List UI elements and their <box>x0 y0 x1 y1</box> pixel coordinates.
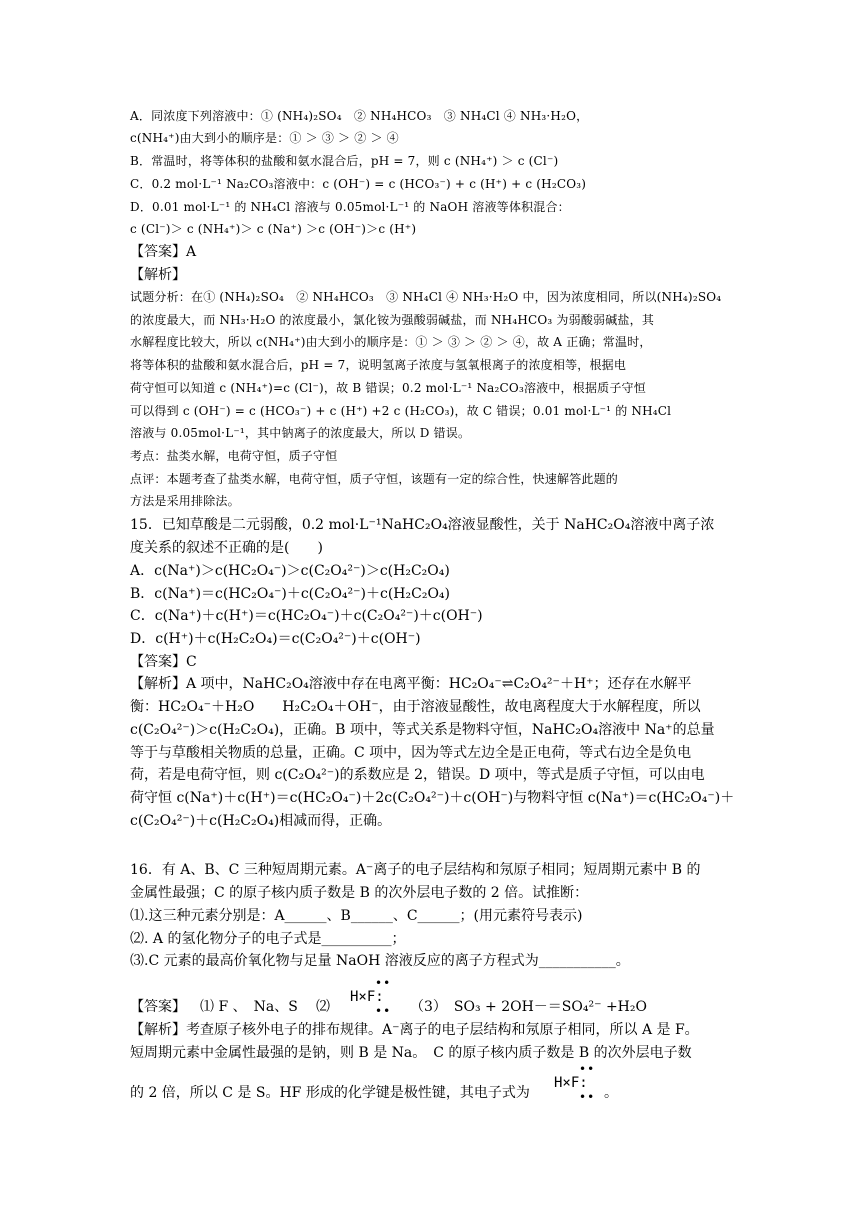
q15-option-b: B．c(Na⁺)＝c(HC₂O₄⁻)＋c(C₂O₄²⁻)＋c(H₂C₂O₄) <box>130 586 450 602</box>
q14-option-b: B．常温时，将等体积的盐酸和氨水混合后，pH = 7，则 c (NH₄⁺) ＞ c (Cl⁻) <box>130 154 559 168</box>
q15-answer: 【答案】C <box>130 654 197 670</box>
q14-answer: 【答案】A <box>130 244 197 260</box>
q14-analysis-line4: 将等体积的盐酸和氨水混合后，pH = 7，说明氢离子浓度与氢氧根离子的浓度相等，根据电 <box>130 358 627 372</box>
q15-stem-line1: 15．已知草酸是二元弱酸，0.2 mol·L⁻¹NaHC₂O₄溶液显酸性，关于 NaHC₂O₄溶液中离子浓 <box>130 517 715 533</box>
q15-analysis-line4: 等于与草酸相关物质的总量，正确。C 项中，因为等式左边全是正电荷，等式右边全是负电 <box>130 745 692 761</box>
q14-option-c: C．0.2 mol·L⁻¹ Na₂CO₃溶液中：c (OH⁻) = c (HCO₃⁻) + c (H⁺) + c (H₂CO₃) <box>130 177 587 191</box>
lewis-dots-bottom: •• <box>375 1004 392 1018</box>
q16-analysis-line2: 短周期元素中金属性最强的是钠，则 B 是 Na。 C 的原子核内质子数是 B 的次外层电子数 <box>130 1045 692 1061</box>
lewis-dots-top: •• <box>375 976 392 990</box>
q14-option-d-line1: D．0.01 mol·L⁻¹ 的 NH₄Cl 溶液与 0.05mol·L⁻¹ 的 NaOH 溶液等体积混合： <box>130 200 570 214</box>
q14-analysis-line6: 可以得到 c (OH⁻) = c (HCO₃⁻) + c (H⁺) +2 c (H₂CO₃)，故 C 错误；0.01 mol·L⁻¹ 的 NH₄Cl <box>130 404 672 418</box>
q14-dianping-line2: 方法是采用排除法。 <box>130 494 240 508</box>
q15-analysis-line5: 荷，若是电荷守恒，则 c(C₂O₄²⁻)的系数应是 2，错误。D 项中，等式是质子守恒，可以由电 <box>130 767 705 783</box>
q16-answer-part1: ⑴ F 、 Na、S <box>200 999 298 1015</box>
q15-analysis-line2: 衡：HC₂O₄⁻＋H₂O H₂C₂O₄＋OH⁻，由于溶液显酸性，故电离程度大于水解程度，所以 <box>130 699 701 715</box>
q16-analysis-line3-end: 。 <box>604 1085 618 1101</box>
q16-subquestion-2: ⑵. A 的氢化物分子的电子式是__________； <box>130 931 406 947</box>
q16-analysis-line3: 的 2 倍，所以 C 是 S。HF 形成的化学键是极性键，其电子式为 <box>130 1085 530 1101</box>
q16-answer-part2: ⑵ <box>316 999 330 1015</box>
q14-analysis-line7: 溶液与 0.05mol·L⁻¹，其中钠离子的浓度最大，所以 D 错误。 <box>130 426 471 440</box>
q14-option-d-line2: c (Cl⁻)＞ c (NH₄⁺)＞ c (Na⁺) ＞c (OH⁻)＞c (H⁺) <box>130 222 417 236</box>
q15-analysis-line6: 荷守恒 c(Na⁺)＋c(H⁺)＝c(HC₂O₄⁻)＋2c(C₂O₄²⁻)＋c(OH⁻)与物料守恒 c(Na⁺)＝c(HC₂O₄⁻)＋ <box>130 790 735 806</box>
q14-analysis-line1: 试题分析：在① (NH₄)₂SO₄ ② NH₄HCO₃ ③ NH₄Cl ④ NH₃·H₂O 中，因为浓度相同，所以(NH₄)₂SO₄ <box>130 290 722 304</box>
q15-option-d: D．c(H⁺)＋c(H₂C₂O₄)＝c(C₂O₄²⁻)＋c(OH⁻) <box>130 631 421 647</box>
q16-stem-line2: 金属性最强；C 的原子核内质子数是 B 的次外层电子数的 2 倍。试推断： <box>130 885 589 901</box>
lewis-formula: H×F: <box>554 1075 588 1091</box>
q14-kaodian: 考点：盐类水解，电荷守恒，质子守恒 <box>130 449 338 463</box>
q14-analysis-tag: 【解析】 <box>130 267 186 283</box>
lewis-formula: H×F: <box>350 989 384 1005</box>
lewis-dots-bottom: •• <box>579 1090 596 1104</box>
q14-analysis-line3: 水解程度比较大，所以 c(NH₄⁺)由大到小的顺序是：① ＞ ③ ＞ ② ＞ ④，故 A 正确；常温时， <box>130 335 652 349</box>
q15-analysis-line7: c(C₂O₄²⁻)＋c(H₂C₂O₄)相减而得，正确。 <box>130 813 392 829</box>
q14-analysis-line5: 荷守恒可以知道 c (NH₄⁺)=c (Cl⁻)，故 B 错误；0.2 mol·L⁻¹ Na₂CO₃溶液中，根据质子守恒 <box>130 381 646 395</box>
lewis-dots-top: •• <box>579 1062 596 1076</box>
q14-option-a-line1: A．同浓度下列溶液中：① (NH₄)₂SO₄ ② NH₄HCO₃ ③ NH₄Cl ④ NH₃·H₂O， <box>130 109 589 123</box>
q16-subquestion-3: ⑶.C 元素的最高价氧化物与足量 NaOH 溶液反应的离子方程式为___________。 <box>130 953 630 969</box>
q15-stem-line2: 度关系的叙述不正确的是( ) <box>130 540 323 556</box>
q16-subquestion-1: ⑴.这三种元素分别是：A______、B______、C______；(用元素符号表示) <box>130 908 583 924</box>
q15-analysis-line1: 【解析】A 项中，NaHC₂O₄溶液中存在电离平衡：HC₂O₄⁻⇌C₂O₄²⁻＋H⁺；还存在水解平 <box>130 676 692 692</box>
q15-option-c: C．c(Na⁺)＋c(H⁺)＝c(HC₂O₄⁻)＋c(C₂O₄²⁻)＋c(OH⁻) <box>130 608 483 624</box>
q16-analysis-line1: 【解析】考查原子核外电子的排布规律。A⁻离子的电子层结构和氖原子相同，所以 A 是 F。 <box>130 1022 699 1038</box>
q15-analysis-line3: c(C₂O₄²⁻)＞c(H₂C₂O₄)，正确。B 项中，等式关系是物料守恒，NaHC₂O₄溶液中 Na⁺的总量 <box>130 722 715 738</box>
q16-answer-lewis-structure <box>350 978 394 1020</box>
q16-answer-part3: （3） SO₃ + 2OH－＝SO₄²⁻ +H₂O <box>410 999 647 1015</box>
q16-analysis-lewis-structure <box>554 1064 598 1106</box>
q14-analysis-line2: 的浓度最大，而 NH₃·H₂O 的浓度最小，氯化铵为强酸弱碱盐，而 NH₄HCO₃ 为弱酸弱碱盐，其 <box>130 313 655 327</box>
q15-option-a: A．c(Na⁺)＞c(HC₂O₄⁻)＞c(C₂O₄²⁻)＞c(H₂C₂O₄) <box>130 563 450 579</box>
q14-dianping-line1: 点评：本题考查了盐类水解，电荷守恒，质子守恒，该题有一定的综合性，快速解答此题的 <box>130 472 619 486</box>
q16-answer-tag: 【答案】 <box>130 999 186 1015</box>
q14-option-a-line2: c(NH₄⁺)由大到小的顺序是：① ＞ ③ ＞ ② ＞ ④ <box>130 131 399 145</box>
q16-stem-line1: 16．有 A、B、C 三种短周期元素。A⁻离子的电子层结构和氖原子相同；短周期元素中 B 的 <box>130 862 701 878</box>
